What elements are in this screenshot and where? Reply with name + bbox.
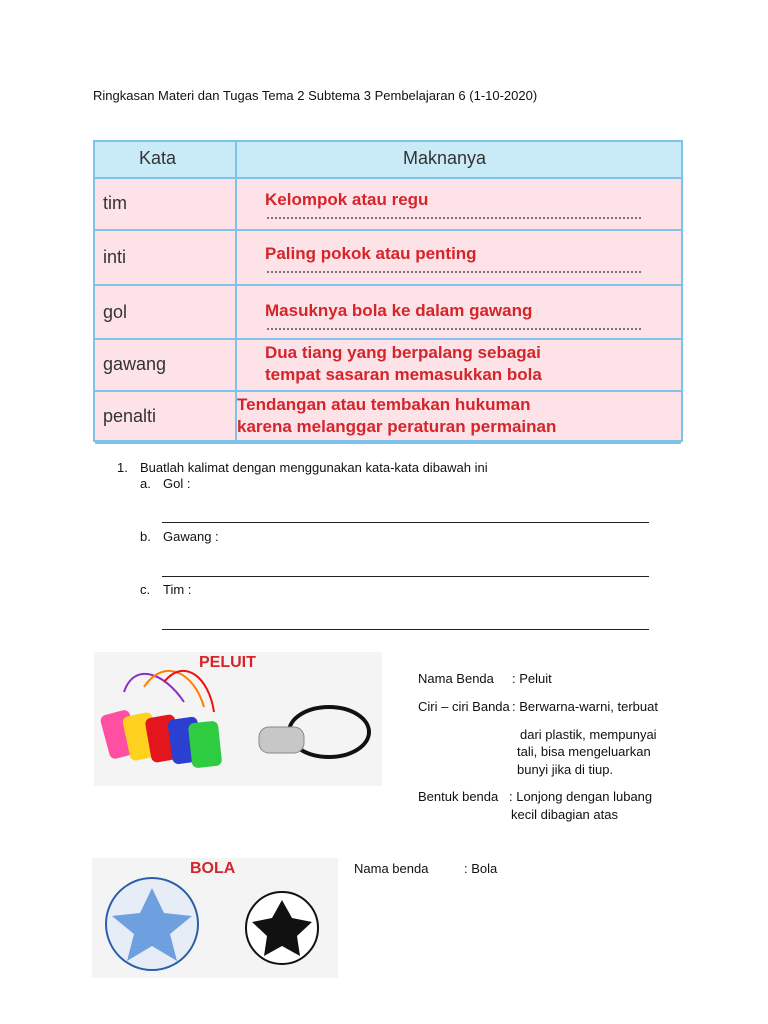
ball-image-title: BOLA <box>190 860 236 877</box>
whistle-bentuk-value: : Lonjong dengan lubang <box>509 789 653 804</box>
whistle-image <box>94 652 382 786</box>
whistle-ciri-value: tali, bisa mengeluarkan <box>517 744 651 759</box>
ball-icon <box>92 858 338 978</box>
table-header <box>95 142 681 179</box>
ball-name-label: Nama benda <box>354 861 429 876</box>
dotted-line <box>267 271 641 273</box>
item-label: Tim : <box>163 582 192 597</box>
row-word: gawang <box>103 354 167 374</box>
whistle-name-label: Nama Benda <box>418 671 494 686</box>
answer-line[interactable] <box>162 522 649 523</box>
answer-line[interactable] <box>162 576 649 577</box>
row-meaning: Masuknya bola ke dalam gawang <box>265 301 533 320</box>
whistle-ciri-value: : Berwarna-warni, terbuat <box>512 699 658 714</box>
ball-image <box>92 858 338 978</box>
item-letter: c. <box>140 582 151 597</box>
page-title: Ringkasan Materi dan Tugas Tema 2 Subtema 3 Pembelajaran 6 (1-10-2020) <box>93 88 538 103</box>
ball-name-value: : Bola <box>464 861 498 876</box>
row-word: penalti <box>103 406 157 426</box>
row-word: tim <box>103 193 127 213</box>
row-meaning-line1: Dua tiang yang berpalang sebagai <box>265 343 541 362</box>
row-word: inti <box>103 247 127 267</box>
row-meaning: Paling pokok atau penting <box>265 244 477 263</box>
whistle-image-title: PELUIT <box>199 654 256 671</box>
whistle-ciri-label: Ciri – ciri Banda <box>418 699 510 714</box>
whistle-ciri-value: bunyi jika di tiup. <box>517 762 614 777</box>
header-word: Kata <box>139 148 177 168</box>
dotted-line <box>267 328 641 330</box>
column-divider <box>235 142 237 440</box>
table-row <box>95 392 681 444</box>
answer-line[interactable] <box>162 629 649 630</box>
question-text: Buatlah kalimat dengan menggunakan kata-kata dibawah ini <box>140 460 488 475</box>
question-number: 1. <box>117 460 128 475</box>
whistle-ciri-value: dari plastik, mempunyai <box>520 727 657 742</box>
row-word: gol <box>103 302 128 322</box>
item-label: Gol : <box>163 476 191 491</box>
header-meaning: Maknanya <box>403 148 487 168</box>
row-meaning-line2: karena melanggar peraturan permainan <box>237 417 557 436</box>
whistle-bentuk-label: Bentuk benda <box>418 789 499 804</box>
whistle-bentuk-value: kecil dibagian atas <box>511 807 618 822</box>
item-letter: b. <box>140 529 151 544</box>
row-meaning-line1: Tendangan atau tembakan hukuman <box>237 395 531 414</box>
table-row <box>95 286 681 340</box>
row-meaning: Kelompok atau regu <box>265 190 429 209</box>
dotted-line <box>267 217 641 219</box>
whistle-name-value: : Peluit <box>512 671 552 686</box>
row-meaning-line2: tempat sasaran memasukkan bola <box>265 365 542 384</box>
whistle-icon <box>94 652 382 786</box>
item-label: Gawang : <box>163 529 219 544</box>
table-row <box>95 231 681 286</box>
vocabulary-table <box>93 140 683 442</box>
table-row <box>95 177 681 231</box>
table-row <box>95 340 681 392</box>
item-letter: a. <box>140 476 151 491</box>
